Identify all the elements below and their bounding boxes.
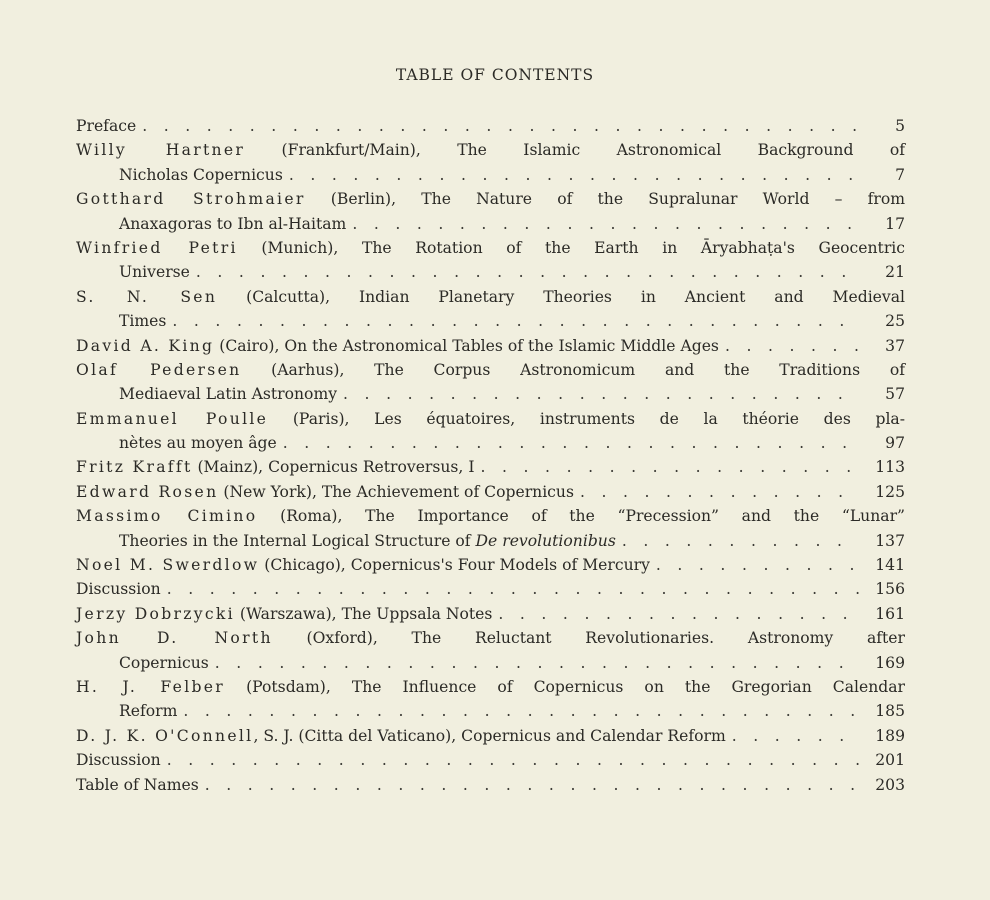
entry-title: (New York), The Achievement of Copernicus [218, 482, 574, 501]
entry-title: Times [119, 312, 167, 331]
entry-title: Universe [119, 263, 190, 282]
author-name: John D. North [76, 629, 273, 648]
toc-entry-line [76, 626, 905, 650]
leader-dots [177, 699, 859, 723]
author-name: Gotthard Strohmaier [76, 190, 306, 209]
entry-text [76, 285, 905, 309]
toc-entry-line [76, 724, 905, 748]
page-number: 37 [885, 336, 905, 355]
toc-entry-line [76, 212, 905, 236]
entry-title: Reform [119, 702, 178, 721]
entry-text [76, 334, 719, 358]
author-name: Jerzy Dobrzycki [76, 604, 235, 623]
page-number: 201 [875, 751, 905, 770]
entry-text [76, 773, 199, 797]
page-number: 113 [875, 458, 905, 477]
entry-title: (Frankfurt/Main), The Islamic Astronomical Background of [245, 141, 905, 160]
entry-title: Table of Names [76, 775, 199, 794]
entry-title: Nicholas Copernicus [119, 165, 283, 184]
toc-entry-line [76, 480, 905, 504]
author-name: Olaf Pedersen [76, 360, 242, 379]
leader-dots [166, 309, 859, 333]
page-number: 125 [875, 482, 905, 501]
page-title: TABLE OF CONTENTS [395, 66, 595, 84]
entry-text [119, 163, 283, 187]
toc-entry-line [76, 577, 905, 601]
toc-entry-line [76, 407, 905, 431]
page-number: 169 [875, 653, 905, 672]
toc-entry-line [76, 334, 905, 358]
toc-entry-line [76, 529, 905, 553]
toc-entry-line [76, 455, 905, 479]
leader-dots [209, 651, 859, 675]
entry-title: Theories in the Internal Logical Structure of [119, 531, 476, 550]
leader-dots [277, 431, 859, 455]
leader-dots [283, 163, 859, 187]
entry-title: Discussion [76, 580, 161, 599]
entry-title: (Munich), The Rotation of the Earth in Āryabhaṭa's Geocentric [237, 238, 906, 257]
entry-text [119, 212, 346, 236]
entry-text [76, 724, 726, 748]
leader-dots [475, 455, 859, 479]
toc-entry-line [76, 504, 905, 528]
leader-dots [190, 260, 859, 284]
leader-dots [574, 480, 859, 504]
toc-entry-line [76, 285, 905, 309]
page-number: 203 [875, 775, 905, 794]
author-name: H. J. Felber [76, 677, 226, 696]
entry-text [119, 431, 277, 455]
entry-text [119, 699, 177, 723]
entry-text [119, 382, 337, 406]
entry-text [76, 114, 136, 138]
toc-entry-line [76, 602, 905, 626]
toc-entry-line [76, 236, 905, 260]
entry-text [119, 309, 166, 333]
leader-dots [719, 334, 859, 358]
author-name: Willy Hartner [76, 141, 246, 160]
leader-dots [346, 212, 859, 236]
entry-text [76, 358, 905, 382]
entry-title-italic: De revolutionibus [475, 531, 616, 550]
entry-text [76, 553, 650, 577]
entry-text [119, 260, 190, 284]
entry-title: Copernicus [119, 653, 209, 672]
author-name: Fritz Krafft [76, 458, 193, 477]
author-name: Noel M. Swerdlow [76, 556, 260, 575]
entry-title: (Roma), The Importance of the “Precession” and the “Lunar” [257, 507, 905, 526]
author-name: Emmanuel Poulle [76, 409, 269, 428]
leader-dots [161, 748, 859, 772]
author-name: S. N. Sen [76, 287, 218, 306]
entry-title: (Warszawa), The Uppsala Notes [234, 604, 493, 623]
toc-entry-line [76, 699, 905, 723]
toc-entry-line [76, 358, 905, 382]
toc-entry-line [76, 260, 905, 284]
entry-text [76, 504, 905, 528]
toc-entry-line [76, 748, 905, 772]
entry-text [119, 529, 616, 553]
toc-entry-line [76, 138, 905, 162]
page-number: 25 [885, 312, 905, 331]
leader-dots [492, 602, 859, 626]
table-of-contents [76, 114, 905, 797]
entry-text [76, 187, 905, 211]
page-number: 137 [875, 531, 905, 550]
leader-dots [136, 114, 859, 138]
toc-entry-line [76, 382, 905, 406]
entry-title: Mediaeval Latin Astronomy [119, 385, 338, 404]
page-number: 161 [875, 604, 905, 623]
page-number: 5 [895, 117, 905, 135]
entry-title: , S. J. (Citta del Vaticano), Copernicus and Calendar Reform [253, 726, 726, 745]
entry-title: nètes au moyen âge [119, 434, 277, 453]
leader-dots [199, 773, 859, 797]
entry-title: (Mainz), Copernicus Retroversus, I [192, 458, 475, 477]
page-number: 141 [875, 556, 905, 575]
entry-title: (Potsdam), The Influence of Copernicus on the Gregorian Calendar [225, 677, 905, 696]
entry-text [76, 626, 905, 650]
toc-entry-line [76, 651, 905, 675]
toc-entry-line [76, 163, 905, 187]
entry-text [119, 651, 209, 675]
page-number: 7 [895, 165, 905, 184]
author-name: Edward Rosen [76, 482, 219, 501]
leader-dots [726, 724, 859, 748]
author-name: David A. King [76, 336, 215, 355]
toc-entry-line [76, 431, 905, 455]
toc-entry-line [76, 187, 905, 211]
toc-entry-line [76, 773, 905, 797]
entry-text [76, 577, 161, 601]
entry-text [76, 455, 475, 479]
entry-text [76, 138, 905, 162]
entry-text [76, 602, 492, 626]
author-name: D. J. K. O'Connell [76, 726, 254, 745]
entry-title: (Calcutta), Indian Planetary Theories in Ancient and Medieval [217, 287, 905, 306]
page-number: 156 [875, 580, 905, 599]
entry-title: Anaxagoras to Ibn al-Haitam [119, 214, 347, 233]
author-name: Massimo Cimino [76, 507, 258, 526]
page-number: 17 [885, 214, 905, 233]
leader-dots [337, 382, 859, 406]
entry-title: Discussion [76, 751, 161, 770]
author-name: Winfried Petri [76, 238, 238, 257]
leader-dots [616, 529, 859, 553]
entry-title: Preface [76, 117, 137, 135]
entry-title: (Aarhus), The Corpus Astronomicum and the Traditions of [241, 360, 905, 379]
page-number: 189 [875, 726, 905, 745]
entry-text [76, 748, 161, 772]
page-number: 57 [885, 385, 905, 404]
entry-title: (Oxford), The Reluctant Revolutionaries. Astronomy after [272, 629, 905, 648]
entry-title: (Cairo), On the Astronomical Tables of the Islamic Middle Ages [214, 336, 719, 355]
entry-text [76, 480, 574, 504]
toc-entry-line [76, 114, 905, 138]
entry-title: (Berlin), The Nature of the Supralunar World – from [305, 190, 905, 209]
leader-dots [161, 577, 859, 601]
page-number: 21 [885, 263, 905, 282]
toc-entry-line [76, 309, 905, 333]
entry-title: (Chicago), Copernicus's Four Models of Mercury [259, 556, 650, 575]
page-number: 97 [885, 434, 905, 453]
entry-text [76, 407, 905, 431]
toc-entry-line [76, 553, 905, 577]
entry-text [76, 675, 905, 699]
entry-text [76, 236, 905, 260]
page-number: 185 [875, 702, 905, 721]
toc-entry-line [76, 675, 905, 699]
entry-title: (Paris), Les équatoires, instruments de la théorie des pla- [268, 409, 905, 428]
leader-dots [650, 553, 859, 577]
